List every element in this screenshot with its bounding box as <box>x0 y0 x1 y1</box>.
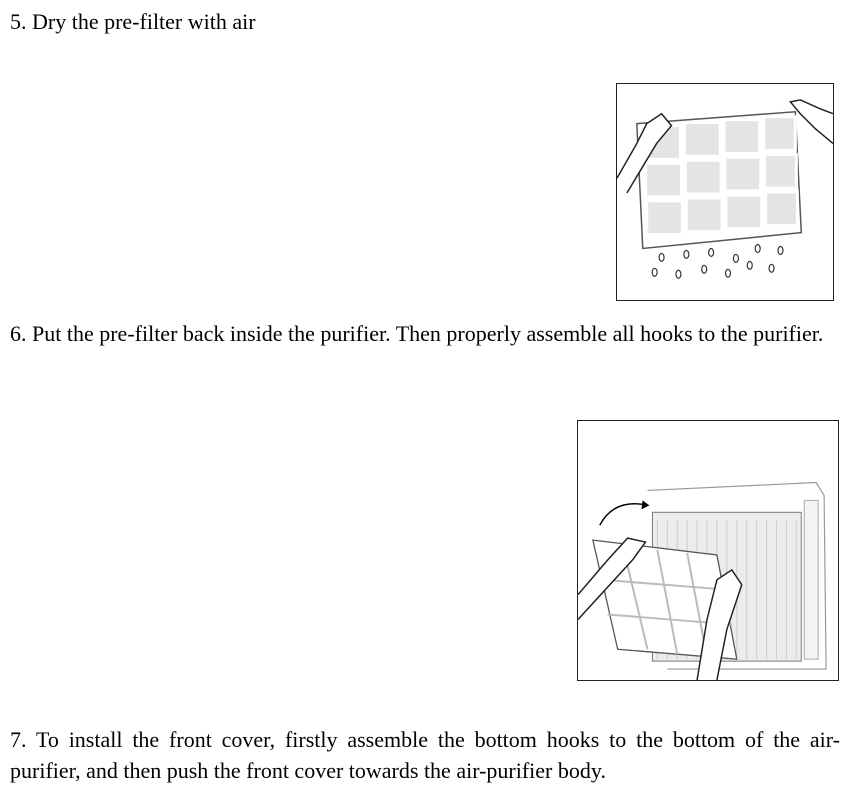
step-7-text: 7. To install the front cover, firstly assemble the bottom hooks to the bottom of the air-purifier, and then push the front cover towards the air-purifier body. <box>10 727 840 783</box>
step-5-text: 5. Dry the pre-filter with air <box>10 9 256 34</box>
step-6-text: 6. Put the pre-filter back inside the purifier. Then properly assemble all hooks to the purifier. <box>10 321 824 346</box>
drying-pre-filter-illustration <box>616 83 834 301</box>
inserting-pre-filter-illustration <box>577 420 839 681</box>
